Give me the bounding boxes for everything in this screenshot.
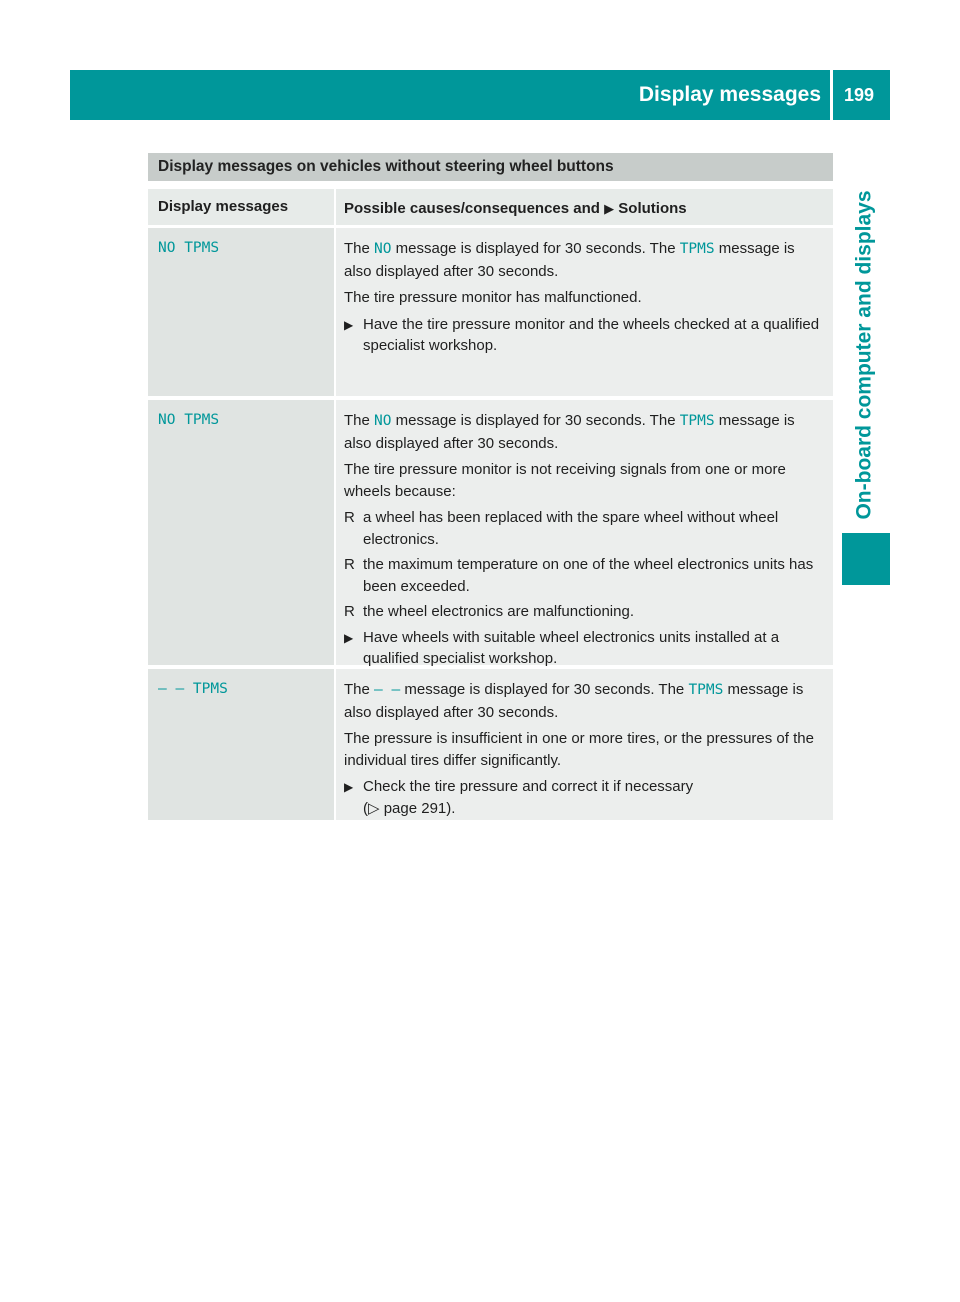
column-header-solutions <box>336 189 833 225</box>
page-reference-link[interactable]: (▷ page 291). <box>363 799 456 817</box>
cause-bullet <box>344 554 826 597</box>
table-caption: Display messages on vehicles without steering wheel buttons <box>148 153 833 181</box>
cause-text: The tire pressure monitor has malfunctioned. <box>344 289 642 306</box>
column-header-messages: Display messages <box>148 189 336 225</box>
display-messages-table <box>148 189 833 820</box>
bullet-text: a wheel has been replaced with the spare wheel without wheel electronics. <box>363 509 779 548</box>
bullet-icon: R <box>344 509 355 526</box>
message-code: – – TPMS <box>158 681 228 697</box>
arrow-icon: ▶ <box>604 201 615 216</box>
action-arrow-icon: ▶ <box>344 317 354 332</box>
bullet-text: the wheel electronics are malfunctioning. <box>363 603 634 620</box>
action-step <box>344 627 826 670</box>
table-row <box>148 400 833 665</box>
action-text: Have the tire pressure monitor and the wheels checked at a qualified specialist workshop. <box>363 315 820 354</box>
causes-solutions-cell <box>336 669 833 820</box>
action-text-group <box>363 776 693 819</box>
header-bar <box>70 70 890 120</box>
action-text: Check the tire pressure and correct it if necessary <box>363 778 694 795</box>
bullet-icon: R <box>344 603 355 620</box>
bullet-icon: R <box>344 556 355 573</box>
side-chapter-text: On-board computer and displays <box>853 190 876 520</box>
header-divider <box>830 70 833 120</box>
table-row <box>148 669 833 820</box>
display-message-code <box>148 228 336 396</box>
action-step <box>344 314 826 357</box>
causes-solutions-cell <box>336 228 833 396</box>
cause-text: The tire pressure monitor is not receiving signals from one or more wheels because: <box>344 461 786 500</box>
table-header-row <box>148 189 833 225</box>
message-description: The NO message is displayed for 30 seconds. The TPMS message is also displayed after 30 seconds. <box>344 412 795 452</box>
action-arrow-icon: ▶ <box>344 630 354 645</box>
message-code: NO TPMS <box>158 240 220 256</box>
cause-bullet <box>344 507 826 550</box>
display-message-code <box>148 669 336 820</box>
cause-bullet <box>344 601 826 623</box>
display-message-code <box>148 400 336 665</box>
column-header-prefix: Possible causes/consequences and <box>344 200 600 217</box>
column-header-suffix: Solutions <box>618 200 687 217</box>
bullet-text: the maximum temperature on one of the wheel electronics units has been exceeded. <box>363 556 814 595</box>
chapter-marker <box>842 533 890 585</box>
section-title: Display messages <box>638 83 821 106</box>
message-description: The – – message is displayed for 30 seconds. The TPMS message is also displayed after 30 seconds. <box>344 681 804 721</box>
action-step <box>344 776 826 819</box>
message-code: NO TPMS <box>158 412 220 428</box>
message-description: The NO message is displayed for 30 seconds. The TPMS message is also displayed after 30 seconds. <box>344 240 795 280</box>
action-arrow-icon: ▶ <box>344 780 354 794</box>
causes-solutions-cell <box>336 400 833 665</box>
page-number: 199 <box>844 84 875 105</box>
action-text: Have wheels with suitable wheel electronics units installed at a qualified specialist workshop. <box>363 628 780 667</box>
table-row <box>148 228 833 396</box>
side-chapter-label <box>845 160 885 550</box>
cause-text: The pressure is insufficient in one or more tires, or the pressures of the individual tires differ significantly. <box>344 730 814 769</box>
